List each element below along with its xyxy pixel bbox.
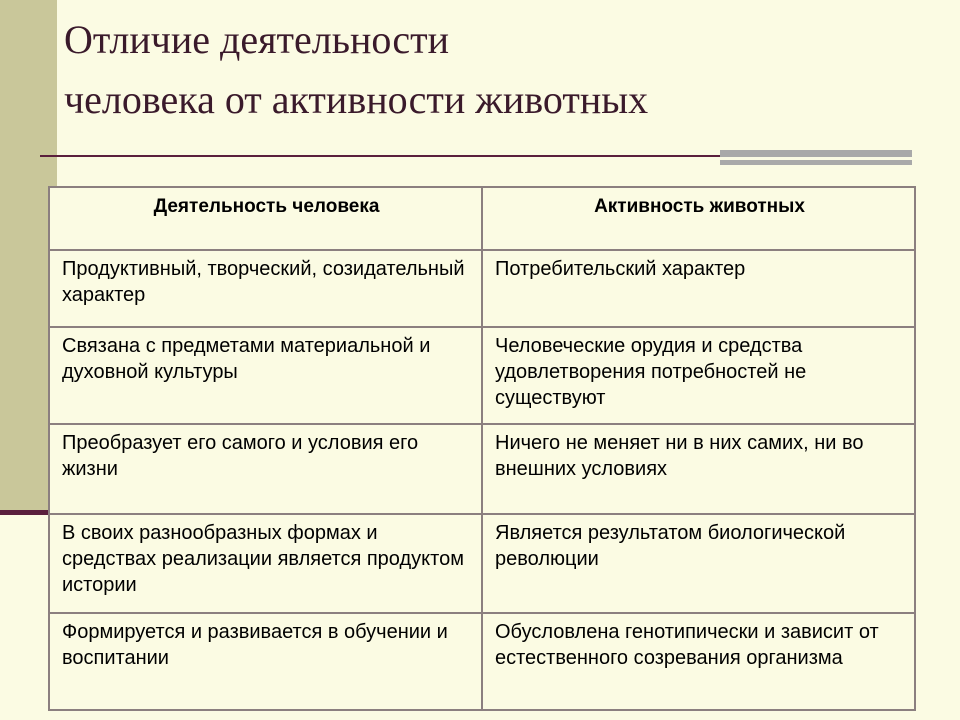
title-accent-bar-lower (720, 160, 912, 165)
header-animal-activity: Активность животных (482, 187, 915, 250)
cell-human: В своих разнообразных формах и средствах реализации является продуктом истории (49, 514, 482, 613)
header-human-activity: Деятельность человека (49, 187, 482, 250)
cell-human: Преобразует его самого и условия его жизни (49, 424, 482, 514)
cell-animal: Является результатом биологической революции (482, 514, 915, 613)
table-row (49, 250, 915, 327)
cell-animal: Ничего не меняет ни в них самих, ни во внешних условиях (482, 424, 915, 514)
table-row (49, 327, 915, 424)
table-row (49, 514, 915, 613)
table-row (49, 613, 915, 710)
table-header-row (49, 187, 915, 250)
cell-human: Связана с предметами материальной и духовной культуры (49, 327, 482, 424)
table-row (49, 424, 915, 514)
cell-animal: Обусловлена генотипически и зависит от естественного созревания организма (482, 613, 915, 710)
title-accent-bar (720, 150, 912, 157)
slide-title: Отличие деятельности человека от активности животных (64, 17, 649, 122)
cell-human: Продуктивный, творческий, созидательный характер (49, 250, 482, 327)
cell-animal: Потребительский характер (482, 250, 915, 327)
cell-animal: Человеческие орудия и средства удовлетворения потребностей не существуют (482, 327, 915, 424)
comparison-table (48, 186, 916, 711)
cell-human: Формируется и развивается в обучении и воспитании (49, 613, 482, 710)
